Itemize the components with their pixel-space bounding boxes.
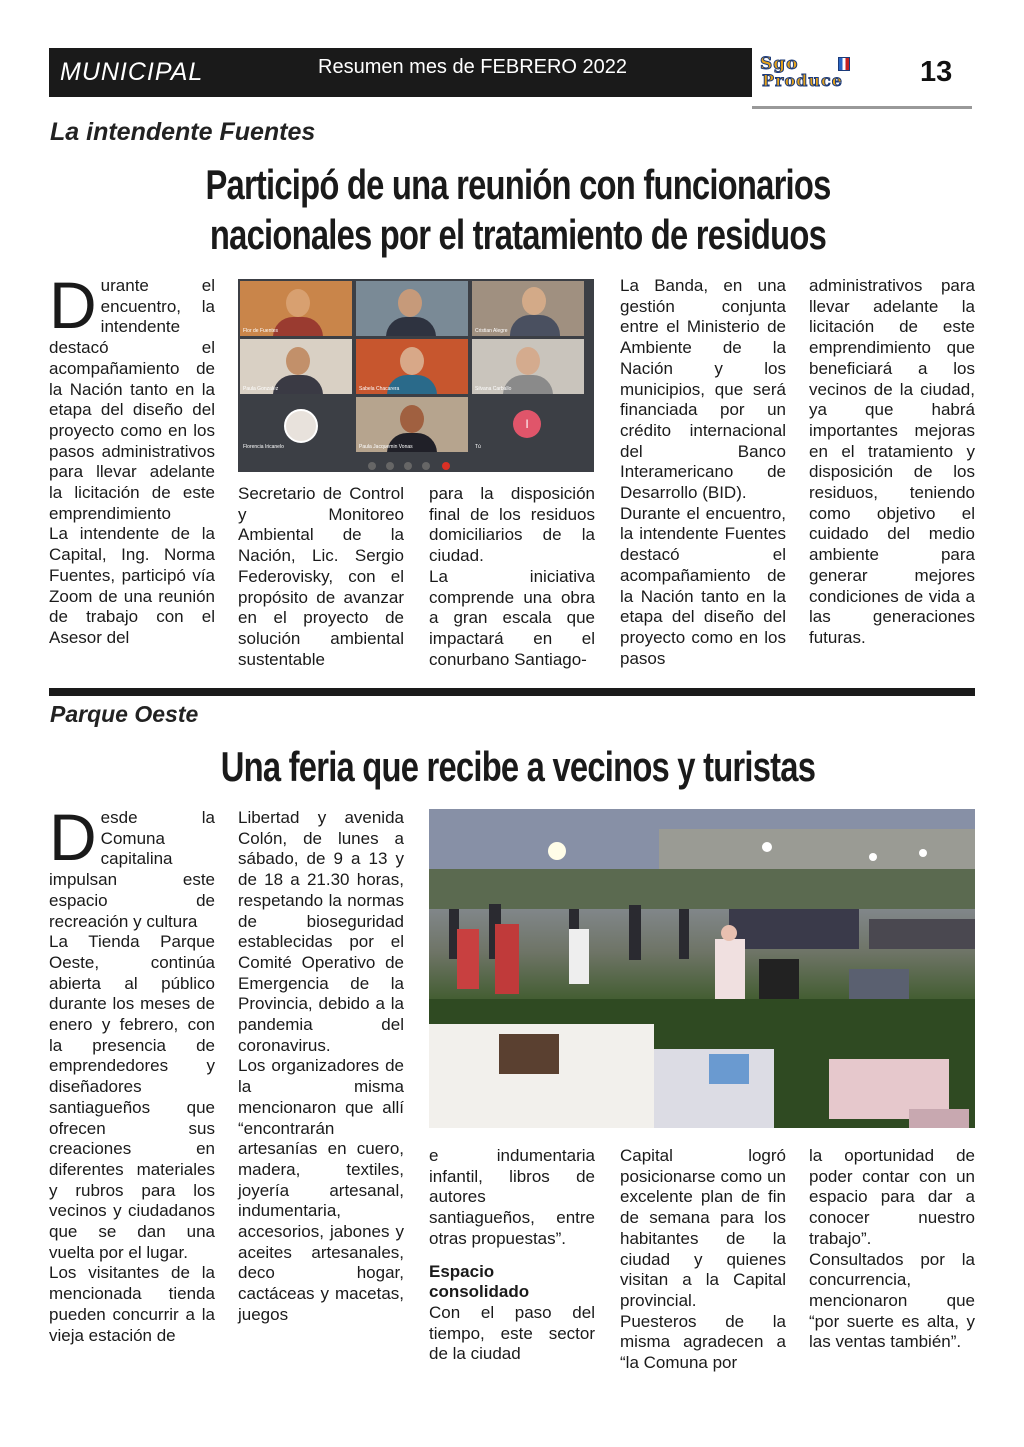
camera-icon [386,462,394,470]
participant-name: Silvana Carballo [475,386,512,392]
subheading: Espacio consolidado [429,1261,530,1302]
paragraph: Los organizadores de la misma mencionaron que allí “encontrarán artesanías en cuero, madera, textiles, joyería artesanal, indumentaria, accesorios, jabones y aceites artesanales, deco hogar, cactáceas y macetas, juegos [238,1056,404,1324]
video-tile [240,281,352,336]
article1-title [161,160,875,260]
logo-line2: Produce [762,71,843,90]
article2-column-2 [238,808,404,1326]
paragraph: La Banda, en una gestión conjunta entre el Ministerio de Ambiente de la Nación y los municipios, que será financiada por un crédito internacional del Banco Interamericano de Desarrollo (BID). [620,276,786,503]
paragraph: Puesteros de la misma agradecen a “la Comuna por [620,1311,786,1373]
video-tile [240,397,352,452]
article1-column-3 [429,484,595,670]
article2-title: Una feria que recibe a vecinos y turistas [220,743,816,790]
paragraph: urante el encuentro, la intendente destacó el acompañamiento de la Nación tanto en la etapa del diseño del proyecto como en los pasos administrativos para llevar adelante la licitación de este emprendimiento [49,276,215,523]
video-tile [356,339,468,394]
video-tile [472,397,584,452]
fair-photo [429,809,975,1128]
flag-icon [838,57,850,71]
article2-kicker: Parque Oeste [50,701,199,727]
article1-column-4 [620,276,786,669]
participant-name: Paula Jacquemin Vonas [359,444,413,450]
video-tile [240,339,352,394]
paragraph: La intendente de la Capital, Ing. Norma Fuentes, participó vía Zoom de una reunión de trabajo con el Asesor del [49,524,215,647]
page-number: 13 [920,56,953,88]
article1-title-line1: Participó de una reunión con funcionarios [205,161,831,208]
paragraph: Consultados por la concurrencia, mencionaron que “por suerte es alta, y las ventas también”. [809,1249,975,1352]
section-name: MUNICIPAL [60,58,204,86]
paragraph: la oportunidad de poder contar con un espacio para dar a conocer nuestro trabajo”. [809,1146,975,1248]
hangup-icon [442,462,450,470]
mic-icon [368,462,376,470]
article1-column-1 [49,268,215,649]
zoom-meeting-photo [238,279,594,472]
participant-name: Paula Gonzalez [243,386,279,392]
paragraph: Libertad y avenida Colón, de lunes a sábado, de 9 a 13 y de 18 a 21.30 horas, respetando la normas de bioseguridad establecidas por el Comité Operativo de Emergencia de la Provincia, debido a la pandemia del coronavirus. [238,808,404,1055]
participant-name: Cristian Alegre [475,328,508,334]
issue-summary: Resumen mes de FEBRERO 2022 [318,56,628,78]
article1-title-line2: nacionales por el tratamiento de residuos [209,211,827,258]
paragraph: La Tienda Parque Oeste, continúa abierta al público durante los meses de enero y febrero, con la presencia de emprendedores y diseñadores santiagueños que ofrecen sus creaciones en diferentes materiales y rubros para los vecinos y ciudadanos que se dan una vuelta por el lugar. [49,932,215,1262]
paragraph: administrativos para llevar adelante la licitación de este emprendimiento que beneficiará a los vecinos de la ciudad, ya que habrá importantes mejoras en el tratamiento y disposición de los residuos, teniendo como objetivo el cuidado del medio ambiente para generar mejores condiciones de vida a las generaciones futuras. [809,276,975,647]
paragraph: Con el paso del tiempo, este sector de la ciudad [429,1302,595,1364]
video-tile [472,339,584,394]
paragraph: La iniciativa comprende una obra a gran escala que impactará en el conurbano Santiago- [429,566,595,669]
video-tile [356,397,468,452]
paragraph: esde la Comuna capitalina impulsan este espacio de recreación y cultura [49,808,215,931]
article2-column-4 [620,1146,786,1374]
article1-column-2 [238,484,404,670]
logo-line1: Sgo [760,54,799,74]
article1-column-5 [809,276,975,649]
participant-name: Florencia Iricanelo [243,444,284,450]
participant-name: Flor de Fuentes [243,328,279,334]
video-tile [472,281,584,336]
participant-name: Tú [475,444,481,450]
paragraph: para la disposición final de los residuos domiciliarios de la ciudad. [429,484,595,566]
paragraph: Secretario de Control y Monitoreo Ambiental de la Nación, Lic. Sergio Federovisky, con el propósito de avanzar en el proyecto de solución ambiental sustentable [238,484,404,669]
article2-column-5 [809,1146,975,1353]
article2-column-3 [429,1146,595,1365]
participant-name: Sabela Chacarera [359,386,400,392]
article1-kicker: La intendente Fuentes [50,118,316,146]
self-avatar: I [513,410,541,438]
article2-column-1 [49,800,215,1346]
paragraph: Durante el encuentro, la intendente Fuentes destacó el acompañamiento de la Nación tanto en la etapa del diseño del proyecto como en los pasos [620,503,786,668]
paragraph: Los visitantes de la mencionada tienda pueden concurrir a la vieja estación de [49,1263,215,1345]
drop-cap: D [49,800,97,874]
more-icon [422,462,430,470]
video-tile [356,281,468,336]
drop-cap: D [49,268,97,342]
sgo-produce-logo [760,54,900,94]
present-icon [404,462,412,470]
fair-scene [429,809,975,1128]
paragraph: e indumentaria infantil, libros de autores santiagueños, entre otras propuestas”. [429,1146,595,1248]
header-rule [752,106,972,109]
section-divider [49,688,975,696]
paragraph: Capital logró posicionarse como un excelente plan de fin de semana para los habitantes de la ciudad y quienes visitan a la Capital provincial. [620,1146,786,1310]
